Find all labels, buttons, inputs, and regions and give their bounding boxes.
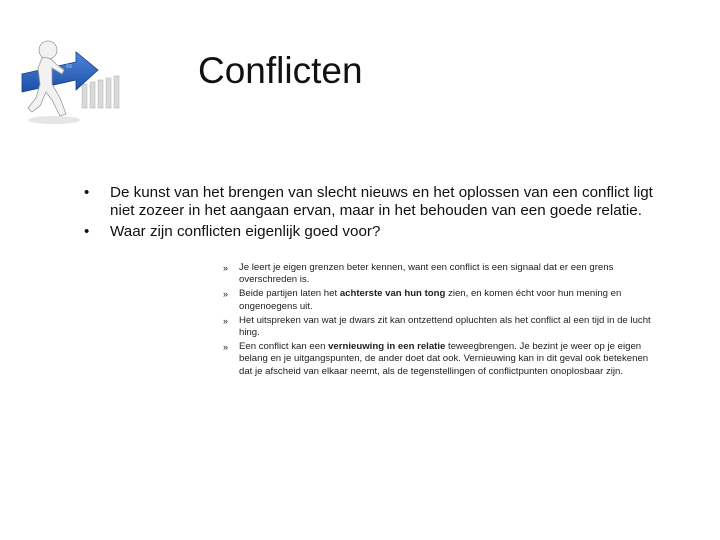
sub-point-text: Een conflict kan een xyxy=(239,341,329,353)
sub-point-text: Het uitspreken van wat je dwars zit kan ontzettend opluchten als het conflict al een tijd in de lucht hing. xyxy=(239,314,651,339)
figure-pushing-arrow-icon xyxy=(18,34,130,128)
sub-point-text: Je leert je eigen grenzen beter kennen, want een conflict is een signaal dat er een grens overschreden is. xyxy=(239,262,614,286)
bullet-item xyxy=(84,223,654,241)
sub-point xyxy=(222,341,662,378)
bullet-text: De kunst van het brengen van slecht nieuws en het oplossen van een conflict ligt niet zozeer in het aangaan ervan, maar in het behouden van een goede relatie. xyxy=(110,184,653,219)
sub-point xyxy=(222,288,662,312)
bullet-marker: • xyxy=(84,223,90,240)
bullet-item xyxy=(84,184,654,220)
sub-point-emphasis: achterste van hun tong xyxy=(339,288,446,300)
sub-point-text-rest: zien, en komen écht voor hun mening en ongenoegens uit. xyxy=(239,288,622,312)
sub-point xyxy=(222,262,662,286)
sub-point-text-rest: teweegbrengen. Je bezint je weer op je eigen belang en je uitgangspunten, de ander doet dat ook. Vernieuwing kan in dit geval ook betekenen dat je afscheid van elkaar neemt, als de tegenstellingen of conflictpunten onoplosbaar zijn. xyxy=(239,341,649,377)
sub-point-emphasis: vernieuwing in een relatie xyxy=(328,341,446,353)
bullet-text: Waar zijn conflicten eigenlijk goed voor? xyxy=(110,223,381,240)
sub-marker: » xyxy=(223,263,229,273)
bullet-marker: • xyxy=(84,184,90,201)
sub-point-list xyxy=(222,262,662,380)
slide-title: Conflicten xyxy=(198,50,363,91)
sub-marker: » xyxy=(223,315,229,326)
sub-point xyxy=(222,315,662,339)
sub-point-text: Beide partijen laten het xyxy=(239,288,340,300)
sub-marker: » xyxy=(223,289,229,300)
sub-marker: » xyxy=(223,342,229,353)
bullet-list xyxy=(84,184,654,241)
